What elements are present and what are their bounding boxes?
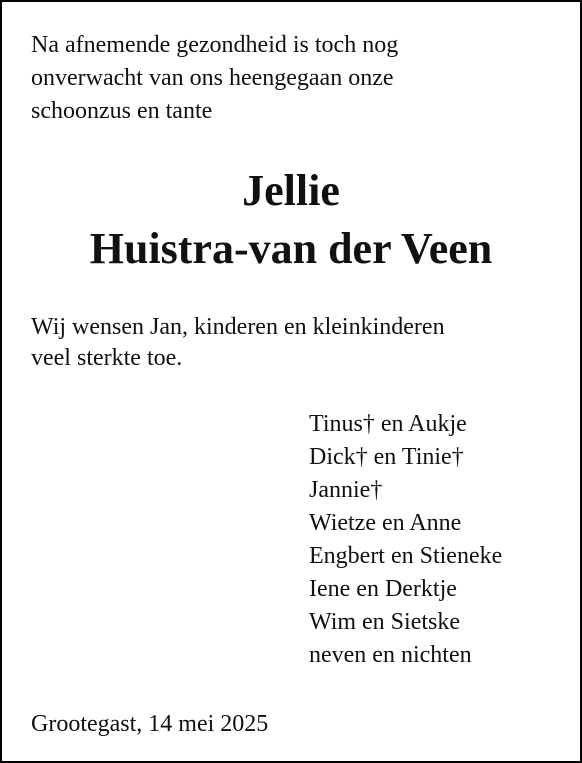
deceased-first-name: Jellie (242, 166, 340, 215)
intro-text (31, 29, 551, 128)
wish-line: Wij wensen Jan, kinderen en kleinkinderen (31, 314, 445, 340)
family-line: Tinus† en Aukje (309, 411, 467, 437)
family-list (309, 408, 569, 672)
family-line: Jannie† (309, 477, 383, 503)
wish-line: veel sterkte toe. (31, 345, 183, 371)
family-line: Dick† en Tinie† (309, 444, 464, 470)
intro-line: onverwacht van ons heengegaan onze (31, 65, 394, 91)
intro-line: schoonzus en tante (31, 98, 213, 124)
family-line: neven en nichten (309, 642, 472, 668)
family-line: Wim en Sietske (309, 609, 461, 635)
condolence-wish (31, 312, 561, 374)
place-and-date: Grootegast, 14 mei 2025 (31, 711, 269, 737)
deceased-full-name: Huistra-van der Veen (89, 224, 493, 273)
family-line: Engbert en Stieneke (309, 543, 503, 569)
intro-line: Na afnemende gezondheid is toch nog (31, 32, 399, 58)
family-line: Wietze en Anne (309, 510, 462, 536)
family-line: Iene en Derktje (309, 576, 457, 602)
